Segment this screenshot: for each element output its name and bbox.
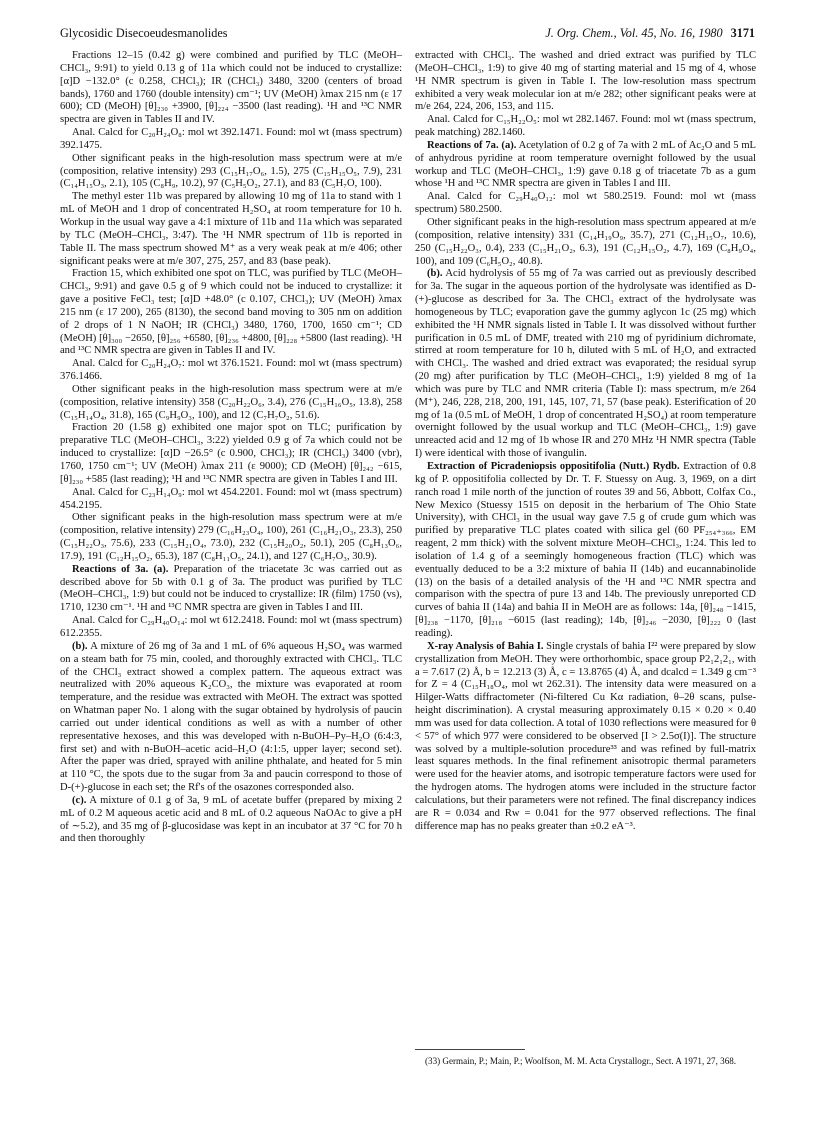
- paragraph: [60, 487, 402, 513]
- journal-citation: J. Org. Chem., Vol. 45, No. 16, 1980: [545, 26, 723, 40]
- paragraph: [60, 50, 402, 127]
- page-number: 3171: [730, 26, 755, 40]
- running-head: [60, 26, 755, 44]
- running-head-journal: [545, 26, 755, 41]
- running-head-title: Glycosidic Disecoeudesmanolides: [60, 26, 228, 40]
- left-column: [60, 50, 402, 846]
- paragraph-text: Anal. Calcd for C₂₉H₄₀O₁₂: mol wt 580.2519. Found: mol wt (mass spectrum) 580.2500.: [415, 191, 756, 216]
- paragraph-text: The methyl ester 11b was prepared by allowing 10 mg of 11a to stand with 1 mL of MeOH and 1 drop of concentrated H₂SO₄ at room temperature for 10 h. Workup in the usual way gave a 4:1 mixture of 11b and 11a which was separated by TLC (MeOH–CHCl₃, 3:47). The ¹H NMR spectrum of 11b is reported in Table II. The mass spectrum showed M⁺ as a very weak peak at m/e 406; other significant peaks were at m/e 307, 275, 257, and 83 (base peak).: [60, 191, 402, 267]
- paragraph-text: Fraction 15, which exhibited one spot on TLC, was purified by TLC (MeOH–CHCl₃, 9:91) and gave 0.5 g of 9 which could not be induced to crystallize: it gave a positive FeCl₃ test; [α]D +48.0° (c 0.107, CHCl₃); UV (MeOH) λmax 215 nm (ε 17 200), 265 (8130), the second band moving to 305 nm on addition of 2 drops of 1 N NaOH; IR (CHCl₃) 3480, 1760, 1700, 1650 cm⁻¹; CD (MeOH) [θ]₃₀₀ −2650, [θ]₂₅₆ +6580, [θ]₂₃₆ +4800, [θ]₂₂₈ +5800 (last reading). ¹H and ¹³C NMR spectra are given in Tables II and IV.: [60, 268, 402, 357]
- paragraph: [415, 114, 756, 140]
- paragraph-heading: (b).: [72, 640, 88, 652]
- paragraph-heading: Reactions of 7a. (a).: [427, 139, 517, 151]
- paragraph-text: Other significant peaks in the high-resolution mass spectrum appeared at m/e (composition, relative intensity) 331 (C₁₄H₁₉O₉, 35.7), 271 (C₁₂H₁₅O₇, 10.6), 250 (C₁₅H₂₂O₃, 0.4), 233 (C₁₅H₂₁O₂, 6.3), 191 (C₁₂H₁₅O₂, 4.7), 169 (C₈H₉O₄, 100), and 109 (C₆H₅O₂, 40.8).: [415, 216, 756, 267]
- paragraph-text: Other significant peaks in the high-resolution mass spectrum were at m/e (composition, relative intensity) 293 (C₁₅H₁₇O₆, 1.5), 275 (C₁₅H₁₅O₅, 7.9), 231 (C₁₄H₁₅O₃, 2.1), 105 (C₈H₉, 10.2), 97 (C₅H₅O₂, 27.1), and 83 (C₅H₇O, 100).: [60, 152, 402, 190]
- paragraph-text: Other significant peaks in the high-resolution mass spectrum were at m/e (composition, relative intensity) 279 (C₁₆H₂₃O₄, 100), 261 (C₁₆H₂₁O₃, 23.3), 250 (C₁₅H₂₂O₃, 75.6), 233 (C₁₅H₂₁O₄, 73.0), 232 (C₁₅H₂₀O₂, 50.1), 205 (C₈H₁₃O₆, 17.9), 191 (C₁₂H₁₅O₂, 65.3), 187 (C₈H₁₁O₅, 24.1), and 127 (C₆H₇O₃, 30.9).: [60, 512, 402, 562]
- right-column: [415, 50, 756, 833]
- paragraph-heading: (b).: [427, 268, 443, 280]
- paragraph: [415, 191, 756, 217]
- paragraph-text: Extraction of 0.8 kg of P. oppositifolia collected by Dr. T. F. Stuessy on Aug. 3, 1969, on a dirt ranch road 1 mile north of the junction of routes 39 and 56, Abbott, Colfax Co., New Mexico (Stuessy 1515 on deposit in the herbarium of The Ohio State University), with CHCl₃ in the usual way gave 7.5 g of crude gum which was purified by preparative TLC plates coated with silica gel (60 PF₂₅₄₊₃₆₆, EM reagent, 2 mm thick) with the solvent mixture MeOH–CHCl₃, 1:24. This led to isolation of 1.4 g of a seemingly homogeneous fraction (TLC) which was eventually deduced to be a 3:2 mixture of bahia II (14b) and eucannabinolide (13) on the basis of a detailed analysis of the ¹H and ¹³C NMR spectra and comparison with the spectra of pure 13 and 14b. The previously unreported CD curves of bahia II (14a) and bahia II in MeOH are as follows: 14a, [θ]₂₄₈ −1415, [θ]₂₃₈ −1170, [θ]₂₁₈ −6015 (last reading); 14b, [θ]₂₄₆ −2030, [θ]₂₂₂ 0 (last reading).: [415, 461, 756, 639]
- paragraph: [60, 615, 402, 641]
- paragraph-text: Acetylation of 0.2 g of 7a with 2 mL of Ac₂O and 5 mL of anhydrous pyridine at room temperature overnight followed by the usual workup and TLC (MeOH–CHCl₃, 1:9) gave 0.18 g of triacetate 7b as a gum whose ¹H and ¹³C NMR spectra are given in Tables I and III.: [415, 139, 756, 190]
- paragraph-text: Preparation of the triacetate 3c was carried out as described above for 5b with 0.1 g of 3a. The product was purified by TLC (MeOH–CHCl₃, 1:9) but could not be induced to crystallize: IR (film) 1750 (vs), 1710, 1230 cm⁻¹. ¹H and ¹³C NMR spectra are given in Tables I and III.: [60, 563, 402, 614]
- paragraph-text: Anal. Calcd for C₂₀H₂₄O₇: mol wt 376.1521. Found: mol wt (mass spectrum) 376.1466.: [60, 358, 402, 383]
- paragraph-text: Anal. Calcd for C₁₅H₂₂O₅: mol wt 282.1467. Found: mol wt (mass spectrum, peak matching) 282.1460.: [415, 114, 756, 139]
- paragraph-text: Other significant peaks in the high-resolution mass spectrum were at m/e (composition, relative intensity) 358 (C₂₀H₂₂O₆, 3.4), 276 (C₁₅H₁₆O₅, 13.8), 258 (C₁₅H₁₄O₄, 31.8), 165 (C₉H₉O₃, 100), and 12 (C₇H₇O₂, 51.6).: [60, 383, 402, 421]
- paragraph-text: Fraction 20 (1.58 g) exhibited one major spot on TLC; purification by preparative TLC (MeOH–CHCl₃, 3:22) yielded 0.9 g of 7a which could not be induced to crystallize: [α]D −26.5° (c 0.900, CHCl₃); IR (CHCl₃) 3400 (vbr), 1760, 1750 cm⁻¹; UV (MeOH) λmax 211 (ε 9000); CD (MeOH) [θ]₂₄₂ −615, [θ]₂₃₀ +585 (last reading); ¹H and ¹³C NMR spectra are given in Tables I and III.: [60, 422, 402, 485]
- paragraph: [60, 512, 402, 563]
- paragraph: [60, 795, 402, 846]
- paragraph-text: extracted with CHCl₃. The washed and dried extract was purified by TLC (MeOH–CHCl₃, 1:9) to give 40 mg of starting material and 15 mg of 4, whose ¹H NMR spectrum is given in Table I. The low-resolution mass spectrum exhibited a very weak molecular ion at m/e 282; other significant peaks were at m/e 264, 224, 206, 153, and 115.: [415, 50, 756, 113]
- paragraph-heading: Extraction of Picradeniopsis oppositifolia (Nutt.) Rydb.: [427, 461, 680, 472]
- paragraph: [415, 641, 756, 834]
- footnote-rule: [415, 1049, 525, 1050]
- paragraph: [60, 191, 402, 268]
- paragraph-text: Anal. Calcd for C₂₀H₂₄O₈: mol wt 392.1471. Found: mol wt (mass spectrum) 392.1475.: [60, 127, 402, 151]
- paragraph: [415, 217, 756, 268]
- paragraph: [415, 50, 756, 114]
- paragraph: [60, 153, 402, 192]
- paragraph: [60, 564, 402, 615]
- paragraph: [60, 422, 402, 486]
- paragraph-heading: X-ray Analysis of Bahia I.: [427, 640, 544, 652]
- paragraph-text: Fractions 12–15 (0.42 g) were combined and purified by TLC (MeOH–CHCl₃, 9:91) to yield 0.13 g of 11a which could not be induced to crystallize: [α]D −132.0° (c 0.258, CHCl₃); IR (CHCl₃) 3480, 3200 (centers of broad bands), 1760 and 1760 (double intensity) cm⁻¹; UV (MeOH) λmax 215 nm (ε 17 600); CD (MeOH) [θ]₂₃₀ +3900, [θ]₂₂₄ −3500 (last reading). ¹H and ¹³C NMR spectra are given in Tables II and IV.: [60, 50, 402, 126]
- paragraph: [60, 268, 402, 358]
- paragraph-heading: Reactions of 3a. (a).: [72, 563, 169, 575]
- paragraph: [60, 384, 402, 423]
- paragraph-text: Anal. Calcd for C₂₃H₁₄O₉: mol wt 454.2201. Found: mol wt (mass spectrum) 454.2195.: [60, 486, 402, 511]
- paragraph: [415, 140, 756, 191]
- paragraph-heading: (c).: [72, 794, 87, 806]
- paragraph-text: Acid hydrolysis of 55 mg of 7a was carried out as previously described for 3a. The sugar in the aqueous portion of the hydrolysate was identified as D-(+)-glucose as described for 3a. The CHCl₃ extract of the hydrolysate was homogeneous by TLC; evaporation gave the gummy aglycon 1c (25 mg) which exhibited the ¹H NMR signals listed in Table I. It was dissolved without further purification in 0.5 mL of DMF, treated with 210 mg of pyridinium dichromate, stirred at room temperature for 10 h, diluted with 5 mL of H₂O, and extracted with CHCl₃. The washed and dried extract was evaporated; the residual syrup (20 mg) after purification by TLC (MeOH–CHCl₃, 1:9) yielded 8 mg of 1a which was pure by TLC and NMR criteria (Table I): mass spectrum, m/e 264 (M⁺), 246, 228, 218, 200, 191, 145, 107, 71, 57 (base peak). Esterification of 20 mg of 1a (0.5 mL of MeOH, 1 drop of concentrated H₂SO₄) at room temperature overnight followed by the usual workup and TLC (MeOH–CHCl₃, 1:9) gave unreacted acid and 12 mg of 1b whose IR and 270 MHz ¹H NMR spectra (Table I) were identical with those of ivangulin.: [415, 268, 756, 460]
- footnote: (33) Germain, P.; Main, P.; Woolfson, M. M. Acta Crystallogr., Sect. A 1971, 27, 368.: [425, 1056, 737, 1066]
- paragraph-text: A mixture of 26 mg of 3a and 1 mL of 6% aqueous H₂SO₄ was warmed on a steam bath for 75 min, cooled, and thoroughly extracted with CHCl₃. TLC of the CHCl₃ extract showed a complex pattern. The aqueous extract was neutralized with 20% aqueous K₂CO₃, the mixture was evaporated at room temperature, and the residue was extracted with MeOH. The extract was spotted on Whatman paper No. 1 along with the sugar obtained by hydrolysis of paucin carried out under identical conditions as well as with a number of other representative hexoses, and this was developed with n-BuOH–Py–H₂O (6:4:3, first set) and with n-BuOH–acetic acid–H₂O (4:1:5, upper layer; second set). After the paper was dried, sprayed with aniline phthalate, and heated for 5 min at 110 °C, the spots due to the sugar from 3a and paucin correspond to those of D-(+)-glucose in each set; the Rf's of the osazones corresponded also.: [60, 640, 402, 794]
- paragraph: [60, 127, 402, 153]
- paragraph-text: Anal. Calcd for C₂₉H₄₀O₁₄: mol wt 612.2418. Found: mol wt (mass spectrum) 612.2355.: [60, 615, 402, 639]
- paragraph: [415, 268, 756, 461]
- paragraph-text: Single crystals of bahia I²² were prepared by slow crystallization from MeOH. They were orthorhombic, space group P2₁2₁2₁, with a = 7.617 (2) Å, b = 12.213 (3) Å, c = 13.8765 (4) Å, and dcalcd = 1.349 g cm⁻³ for Z = 4 (C₁₅H₁₈O₄, mol wt 262.31). The intensity data were measured on a Hilger-Watts diffractometer (Ni-filtered Cu Kα radiation, θ–2θ scans, pulse-height discrimination). A crystal measuring approximately 0.15 × 0.20 × 0.40 mm was used for data collection. A total of 1030 reflections were measured for θ < 57° of which 977 were considered to be observed [I > 2.5σ(I)]. The structure was solved by a multiple-solution procedure³³ and was refined by full-matrix least squares methods. In the final refinement anisotropic thermal parameters were used for the heavier atoms, and isotropic temperature factors were used for the hydrogen atoms. The hydrogen atoms were included in the structure factor calculations, but their parameters were not refined. The final discrepancy indices are R = 0.034 and Rw = 0.041 for the 977 observed reflections. The final difference map has no peaks greater than ±0.2 eA⁻³.: [415, 640, 756, 832]
- paragraph: [60, 358, 402, 384]
- paragraph: [415, 461, 756, 641]
- paragraph: [60, 641, 402, 795]
- paragraph-text: A mixture of 0.1 g of 3a, 9 mL of acetate buffer (prepared by mixing 2 mL of 0.2 M aqueous acetic acid and 8 mL of 0.2 aqueous NaOAc to give a pH of ∼5.2), and 35 mg of β-glucosidase was kept in an incubator at 37 °C for 70 h and then thoroughly: [60, 794, 402, 845]
